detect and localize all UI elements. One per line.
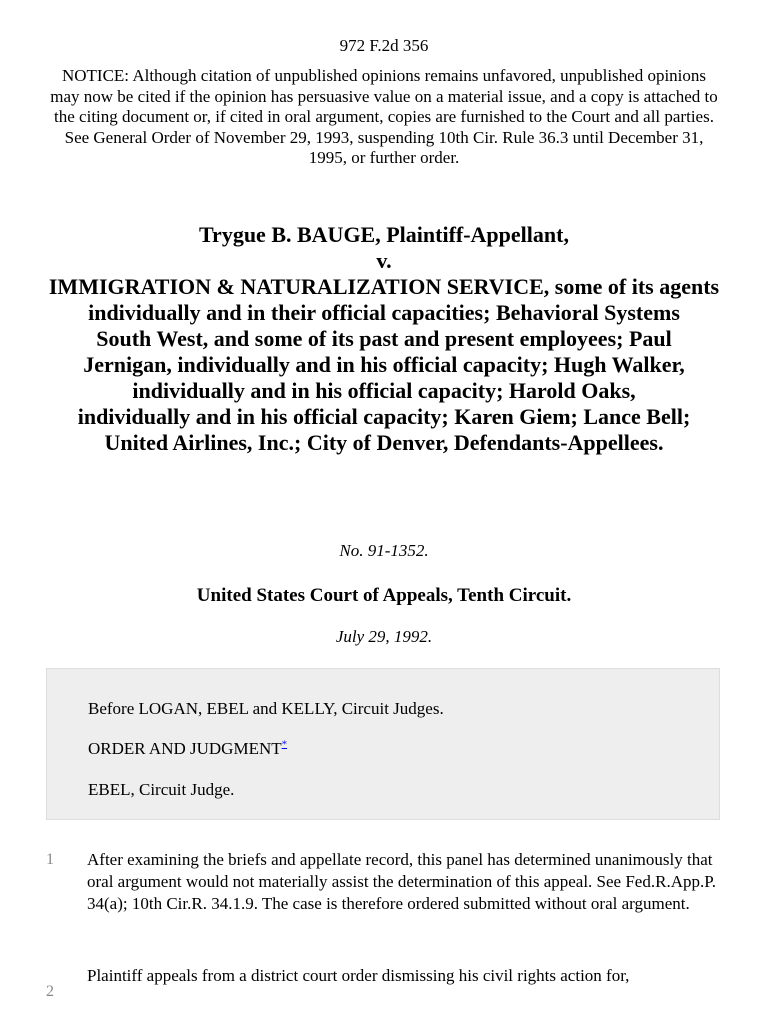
- versus-label: v.: [376, 248, 392, 273]
- case-citation: 972 F.2d 356: [339, 36, 429, 55]
- paragraph-text: Plaintiff appeals from a district court order dismissing his civil rights action for,: [87, 966, 630, 985]
- defendant-first-line: IMMIGRATION & NATURALIZATION SERVICE, some of its agents: [48, 274, 720, 299]
- paragraph-number: 2: [46, 983, 54, 1000]
- order-heading: [88, 739, 287, 759]
- order-title: ORDER AND JUDGMENT: [88, 739, 282, 758]
- paragraph-text: After examining the briefs and appellate record, this panel has determined unanimously that oral argument would not materially assist the determination of this appeal. See Fed.R.App.P. 34(a); 10th Cir.R. 34.1.9. The case is therefore ordered submitted without oral argument.: [87, 850, 717, 913]
- panel-judges: Before LOGAN, EBEL and KELLY, Circuit Judges.: [88, 699, 444, 718]
- plaintiff-name: Trygue B. BAUGE, Plaintiff-Appellant,: [199, 222, 569, 247]
- case-caption: [40, 222, 728, 456]
- defendant-list: individually and in their official capacities; Behavioral Systems South West, and some of its past and present employees; Paul Jernigan, individually and in his official capacity; Hugh Walker, individually and in his official capacity; Harold Oaks, individually and in his official capacity; Karen Giem; Lance Bell; United Airlines, Inc.; City of Denver, Defendants-Appellees.: [77, 300, 691, 455]
- footnote-link[interactable]: *: [281, 738, 288, 751]
- paragraph-number: 1: [46, 851, 54, 868]
- judges-panel: [46, 668, 720, 820]
- docket-number: No. 91-1352.: [339, 541, 429, 560]
- opinion-author: EBEL, Circuit Judge.: [88, 780, 235, 799]
- decision-date: July 29, 1992.: [335, 627, 433, 646]
- court-name: United States Court of Appeals, Tenth Circuit.: [196, 585, 572, 606]
- unpublished-notice: NOTICE: Although citation of unpublished opinions remains unfavored, unpublished opinions may now be cited if the opinion has persuasive value on a material issue, and a copy is attached to the citing document or, if cited in oral argument, copies are furnished to the Court and all parties. See General Order of November 29, 1993, suspending 10th Cir. Rule 36.3 until December 31, 1995, or further order.: [50, 66, 718, 167]
